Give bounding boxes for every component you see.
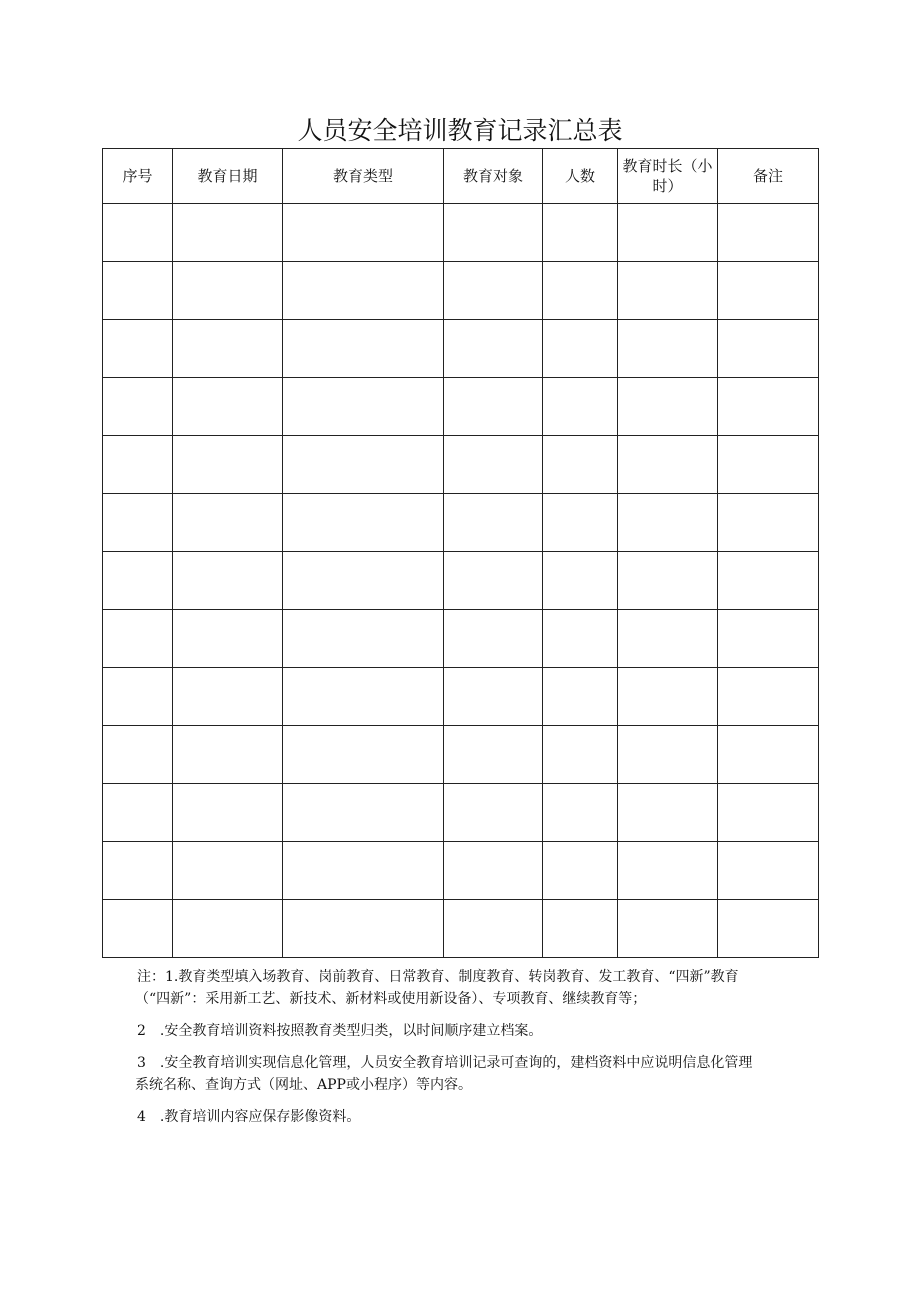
table-cell[interactable] — [444, 204, 543, 262]
table-cell[interactable] — [543, 900, 618, 958]
table-cell[interactable] — [444, 842, 543, 900]
note-4: 4 .教育培训内容应保存影像资料。 — [137, 1109, 361, 1125]
table-row — [103, 726, 819, 784]
training-record-table — [102, 148, 819, 958]
table-cell[interactable] — [173, 552, 283, 610]
table-cell[interactable] — [618, 204, 718, 262]
table-cell[interactable] — [283, 610, 444, 668]
table-cell[interactable] — [543, 378, 618, 436]
table-row — [103, 610, 819, 668]
header-type: 教育类型 — [283, 149, 444, 204]
table-cell[interactable] — [103, 784, 173, 842]
table-cell[interactable] — [718, 726, 819, 784]
table-row — [103, 900, 819, 958]
table-cell[interactable] — [618, 494, 718, 552]
table-cell[interactable] — [173, 668, 283, 726]
table-cell[interactable] — [103, 436, 173, 494]
table-cell[interactable] — [543, 726, 618, 784]
table-cell[interactable] — [173, 610, 283, 668]
table-row — [103, 378, 819, 436]
table-cell[interactable] — [444, 726, 543, 784]
table-row — [103, 262, 819, 320]
note-3-line-2: 系统名称、查询方式（网址、APP或小程序）等内容。 — [135, 1077, 472, 1093]
table-cell[interactable] — [618, 668, 718, 726]
note-1-line-2: （“四新”：采用新工艺、新技术、新材料或使用新设备）、专项教育、继续教育等； — [135, 991, 647, 1007]
table-cell[interactable] — [173, 842, 283, 900]
table-cell[interactable] — [618, 320, 718, 378]
table-row — [103, 436, 819, 494]
table-cell[interactable] — [283, 668, 444, 726]
table-cell[interactable] — [718, 842, 819, 900]
table-cell[interactable] — [444, 494, 543, 552]
table-cell[interactable] — [173, 262, 283, 320]
table-cell[interactable] — [444, 784, 543, 842]
table-cell[interactable] — [103, 610, 173, 668]
table-row — [103, 552, 819, 610]
table-cell[interactable] — [444, 378, 543, 436]
table-cell[interactable] — [718, 262, 819, 320]
table-cell[interactable] — [618, 784, 718, 842]
table-cell[interactable] — [103, 204, 173, 262]
table-header-row — [103, 149, 819, 204]
table-cell[interactable] — [444, 320, 543, 378]
table-cell[interactable] — [103, 900, 173, 958]
table-cell[interactable] — [618, 262, 718, 320]
table-cell[interactable] — [173, 784, 283, 842]
note-1-line-1: 注：1.教育类型填入场教育、岗前教育、日常教育、制度教育、转岗教育、发工教育、“四新”教育 — [137, 969, 739, 985]
table-cell[interactable] — [173, 320, 283, 378]
table-cell[interactable] — [543, 668, 618, 726]
table-cell[interactable] — [718, 436, 819, 494]
table-cell[interactable] — [283, 262, 444, 320]
table-cell[interactable] — [718, 204, 819, 262]
table-cell[interactable] — [103, 378, 173, 436]
table-cell[interactable] — [283, 552, 444, 610]
table-cell[interactable] — [618, 378, 718, 436]
table-cell[interactable] — [718, 494, 819, 552]
table-cell[interactable] — [173, 494, 283, 552]
table-cell[interactable] — [718, 610, 819, 668]
table-cell[interactable] — [444, 900, 543, 958]
table-cell[interactable] — [173, 900, 283, 958]
table-cell[interactable] — [543, 436, 618, 494]
table-cell[interactable] — [718, 784, 819, 842]
table-cell[interactable] — [283, 204, 444, 262]
table-cell[interactable] — [718, 320, 819, 378]
header-audience: 教育对象 — [444, 149, 543, 204]
table-cell[interactable] — [283, 900, 444, 958]
table-row — [103, 784, 819, 842]
table-cell[interactable] — [283, 842, 444, 900]
header-count: 人数 — [543, 149, 618, 204]
header-date: 教育日期 — [173, 149, 283, 204]
table-cell[interactable] — [543, 262, 618, 320]
table-cell[interactable] — [618, 900, 718, 958]
table-cell[interactable] — [543, 552, 618, 610]
table-row — [103, 320, 819, 378]
table-cell[interactable] — [444, 668, 543, 726]
note-3-line-1: 3 .安全教育培训实现信息化管理，人员安全教育培训记录可查询的，建档资料中应说明信息化管理 — [137, 1055, 753, 1071]
table-cell[interactable] — [173, 378, 283, 436]
table-cell[interactable] — [103, 668, 173, 726]
header-duration: 教育时长（小时） — [618, 149, 718, 204]
table-cell[interactable] — [718, 378, 819, 436]
table-cell[interactable] — [103, 842, 173, 900]
table-cell[interactable] — [444, 610, 543, 668]
table-row — [103, 204, 819, 262]
table-cell[interactable] — [103, 726, 173, 784]
page-title: 人员安全培训教育记录汇总表 — [297, 116, 623, 145]
notes-section — [137, 966, 822, 1128]
table-cell[interactable] — [444, 552, 543, 610]
table-body — [103, 204, 819, 958]
table-cell[interactable] — [618, 842, 718, 900]
table-cell[interactable] — [103, 552, 173, 610]
table-cell[interactable] — [543, 842, 618, 900]
table-cell[interactable] — [103, 262, 173, 320]
table-cell[interactable] — [543, 204, 618, 262]
header-remarks: 备注 — [718, 149, 819, 204]
table-cell[interactable] — [283, 436, 444, 494]
table-cell[interactable] — [103, 494, 173, 552]
table-cell[interactable] — [283, 784, 444, 842]
table-cell[interactable] — [543, 320, 618, 378]
table-row — [103, 842, 819, 900]
table-cell[interactable] — [283, 320, 444, 378]
table-cell[interactable] — [618, 552, 718, 610]
table-cell[interactable] — [173, 726, 283, 784]
table-cell[interactable] — [718, 900, 819, 958]
table-cell[interactable] — [283, 378, 444, 436]
table-cell[interactable] — [283, 494, 444, 552]
table-cell[interactable] — [543, 610, 618, 668]
table-cell[interactable] — [283, 726, 444, 784]
table-cell[interactable] — [173, 436, 283, 494]
header-index: 序号 — [103, 149, 173, 204]
table-cell[interactable] — [618, 436, 718, 494]
table-cell[interactable] — [618, 610, 718, 668]
table-cell[interactable] — [543, 494, 618, 552]
table-cell[interactable] — [444, 262, 543, 320]
table-cell[interactable] — [444, 436, 543, 494]
table-row — [103, 494, 819, 552]
table-cell[interactable] — [618, 726, 718, 784]
note-2: 2 .安全教育培训资料按照教育类型归类，以时间顺序建立档案。 — [137, 1023, 543, 1039]
table-cell[interactable] — [543, 784, 618, 842]
table-cell[interactable] — [718, 668, 819, 726]
table-cell[interactable] — [718, 552, 819, 610]
table-row — [103, 668, 819, 726]
table-cell[interactable] — [173, 204, 283, 262]
table-cell[interactable] — [103, 320, 173, 378]
